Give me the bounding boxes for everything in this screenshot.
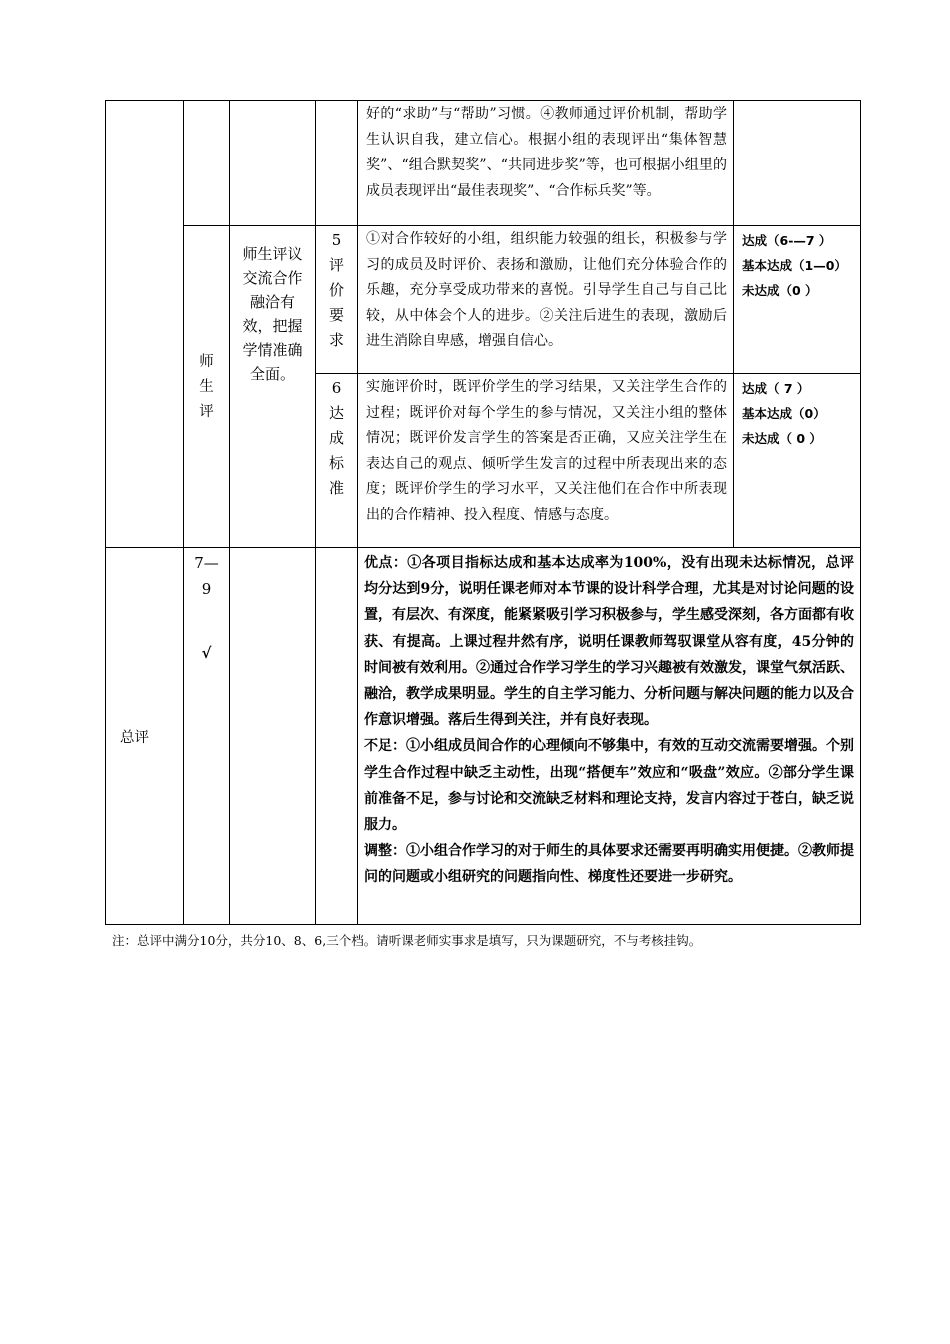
table-row (106, 226, 861, 374)
category-label: 师 生 评 (199, 354, 214, 420)
footnote: 注：总评中满分10分，共分10、8、6,三个档。请听课老师实事求是填写，只为课题研究，不与考核挂钩。 (112, 933, 702, 948)
goal-text: 师生评议交流合作融洽有效，把握学情准确全面。 (242, 245, 303, 383)
item-cell (316, 548, 358, 925)
item-cell (316, 374, 358, 548)
content-text: 好的“求助”与“帮助”习惯。④教师通过评价机制，帮助学生认识自我，建立信心。根据小组的表现评出“集体智慧奖”、“组合默契奖”、“共同进步奖”等，也可根据小组里的成员表现评出“最佳表现奖”、“合作标兵奖”等。 (366, 106, 727, 199)
content-cell (358, 101, 734, 226)
summary-cell (358, 548, 861, 925)
score-cell (184, 548, 230, 925)
item-label: 5 评 价 要 求 (328, 231, 344, 349)
item-cell (316, 101, 358, 226)
content-cell (358, 226, 734, 374)
status-cell (734, 226, 861, 374)
status-cell (734, 374, 861, 548)
summary-label: 总评 (120, 729, 149, 746)
content-text: ①对合作较好的小组，组织能力较强的组长，积极参与学习的成员及时评价、表扬和激励，让他们充分体验合作的乐趣，充分享受成功带来的喜悦。引导学生自己与自己比较，从中体会个人的进步。②关注后进生的表现，激励后进生消除自卑感，增强自信心。 (366, 231, 727, 349)
summary-weaknesses: 不足：①小组成员间合作的心理倾向不够集中，有效的互动交流需要增强。个别学生合作过程中缺乏主动性，出现“搭便车”效应和“吸盘”效应。②部分学生课前准备不足，参与讨论和交流缺乏材料和理论支持，发言内容过于苍白，缺乏说服力。 (364, 738, 854, 834)
summary-text (358, 548, 860, 891)
category-cell (184, 226, 230, 548)
content-cell (358, 374, 734, 548)
score-value: 7— 9 √ (184, 548, 229, 666)
summary-label-cell (106, 548, 184, 925)
item-label: 6 达 成 标 准 (328, 379, 344, 497)
goal-cell (230, 226, 316, 548)
evaluation-table (105, 100, 861, 925)
item-cell (316, 226, 358, 374)
goal-cell (230, 548, 316, 925)
summary-adjustments: 调整：①小组合作学习的对于师生的具体要求还需要再明确实用便捷。②教师提问的问题或小组研究的问题指向性、梯度性还要进一步研究。 (364, 843, 854, 886)
summary-strengths: 优点：①各项目指标达成和基本达成率为100%，没有出现未达标情况，总评均分达到9分，说明任课老师对本节课的设计科学合理，尤其是对讨论问题的设置，有层次、有深度，能紧紧吸引学习积极参与，学生感受深刻，各方面都有收获、有提高。上课过程井然有序，说明任课教师驾驭课堂从容有度，45分钟的时间被有效利用。②通过合作学习学生的学习兴趣被有效激发，课堂气氛活跃、融洽，教学成果明显。学生的自主学习能力、分析问题与解决问题的能力以及合作意识增强。落后生得到关注，并有良好表现。 (364, 555, 854, 729)
content-text: 实施评价时，既评价学生的学习结果，又关注学生合作的过程；既评价对每个学生的参与情况，又关注小组的整体情况；既评价发言学生的答案是否正确，又应关注学生在表达自己的观点、倾听学生发言的过程中所表现出来的态度；既评价学生的学习水平，又关注他们在合作中所表现出的合作精神、投入程度、情感与态度。 (366, 379, 727, 523)
status-list: 达成（6-—7 ） 基本达成（1—0） 未达成（0 ） (742, 233, 847, 298)
goal-cell (230, 101, 316, 226)
table-row (106, 548, 861, 925)
category-cell (184, 101, 230, 226)
section-cell (106, 101, 184, 548)
check-icon: √ (201, 644, 212, 662)
table-row (106, 101, 861, 226)
status-cell (734, 101, 861, 226)
status-list: 达成（ 7 ） 基本达成（0） 未达成（ 0 ） (742, 381, 826, 446)
